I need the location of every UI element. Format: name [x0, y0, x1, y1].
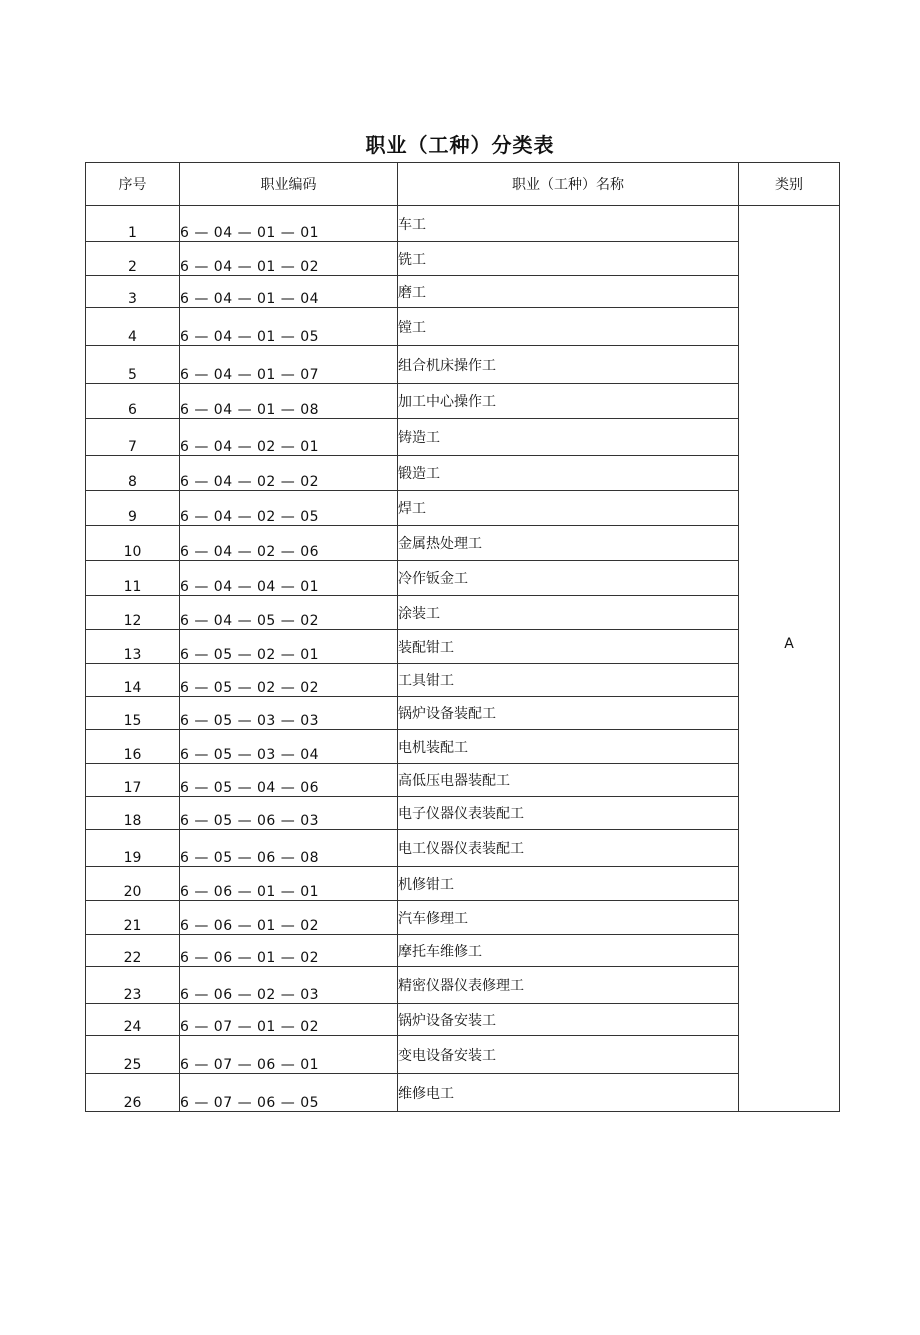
occupation-table	[85, 162, 840, 1112]
row-name: 锅炉设备安装工	[398, 1004, 739, 1036]
page-title: 职业（工种）分类表	[365, 133, 555, 157]
row-name: 金属热处理工	[398, 526, 739, 561]
row-seq: 19	[86, 830, 180, 867]
row-seq: 15	[86, 697, 180, 730]
table-row	[86, 664, 840, 697]
row-name: 变电设备安装工	[398, 1036, 739, 1074]
category-cell	[739, 206, 840, 1112]
table-row	[86, 526, 840, 561]
row-code: 6 — 07 — 06 — 05	[180, 1074, 398, 1112]
row-code: 6 — 07 — 01 — 02	[180, 1004, 398, 1036]
row-seq: 21	[86, 901, 180, 935]
table-row	[86, 935, 840, 967]
row-code: 6 — 05 — 06 — 08	[180, 830, 398, 867]
row-name: 高低压电器装配工	[398, 764, 739, 797]
row-name: 焊工	[398, 491, 739, 526]
table-body	[86, 206, 840, 1112]
row-code: 6 — 06 — 01 — 02	[180, 901, 398, 935]
row-seq: 8	[86, 456, 180, 491]
row-name: 车工	[398, 206, 739, 242]
table-row	[86, 867, 840, 901]
row-seq: 11	[86, 561, 180, 596]
row-code: 6 — 04 — 01 — 04	[180, 276, 398, 308]
row-name: 铣工	[398, 242, 739, 276]
row-code: 6 — 04 — 02 — 06	[180, 526, 398, 561]
row-seq: 2	[86, 242, 180, 276]
table-row	[86, 730, 840, 764]
category-value: A	[784, 635, 794, 652]
table-row	[86, 384, 840, 419]
row-name: 电子仪器仪表装配工	[398, 797, 739, 830]
row-name: 电机装配工	[398, 730, 739, 764]
row-name: 精密仪器仪表修理工	[398, 967, 739, 1004]
row-name: 装配钳工	[398, 630, 739, 664]
table-row	[86, 1036, 840, 1074]
row-code: 6 — 06 — 02 — 03	[180, 967, 398, 1004]
row-seq: 5	[86, 346, 180, 384]
table-row	[86, 491, 840, 526]
row-code: 6 — 04 — 04 — 01	[180, 561, 398, 596]
row-seq: 12	[86, 596, 180, 630]
table-row	[86, 764, 840, 797]
row-name: 机修钳工	[398, 867, 739, 901]
row-name: 磨工	[398, 276, 739, 308]
row-name: 涂装工	[398, 596, 739, 630]
table-row	[86, 901, 840, 935]
row-seq: 9	[86, 491, 180, 526]
row-name: 电工仪器仪表装配工	[398, 830, 739, 867]
row-seq: 7	[86, 419, 180, 456]
table-row	[86, 206, 840, 242]
row-code: 6 — 04 — 01 — 08	[180, 384, 398, 419]
table-row	[86, 596, 840, 630]
table-row	[86, 830, 840, 867]
row-code: 6 — 04 — 05 — 02	[180, 596, 398, 630]
header-category: 类别	[739, 163, 840, 206]
row-name: 锅炉设备装配工	[398, 697, 739, 730]
row-code: 6 — 04 — 01 — 01	[180, 206, 398, 242]
row-name: 铸造工	[398, 419, 739, 456]
row-code: 6 — 05 — 04 — 06	[180, 764, 398, 797]
table-row	[86, 967, 840, 1004]
table-row	[86, 797, 840, 830]
row-seq: 10	[86, 526, 180, 561]
table-row	[86, 561, 840, 596]
row-seq: 17	[86, 764, 180, 797]
row-seq: 14	[86, 664, 180, 697]
row-seq: 20	[86, 867, 180, 901]
row-name: 加工中心操作工	[398, 384, 739, 419]
row-seq: 16	[86, 730, 180, 764]
row-seq: 6	[86, 384, 180, 419]
row-seq: 25	[86, 1036, 180, 1074]
row-seq: 13	[86, 630, 180, 664]
row-seq: 1	[86, 206, 180, 242]
row-code: 6 — 05 — 02 — 02	[180, 664, 398, 697]
table-row	[86, 308, 840, 346]
table-header-row	[86, 163, 840, 206]
row-name: 工具钳工	[398, 664, 739, 697]
table-row	[86, 697, 840, 730]
row-seq: 26	[86, 1074, 180, 1112]
row-code: 6 — 04 — 02 — 05	[180, 491, 398, 526]
row-name: 锻造工	[398, 456, 739, 491]
table-row	[86, 419, 840, 456]
row-seq: 22	[86, 935, 180, 967]
row-code: 6 — 06 — 01 — 01	[180, 867, 398, 901]
row-code: 6 — 04 — 02 — 02	[180, 456, 398, 491]
row-code: 6 — 05 — 06 — 03	[180, 797, 398, 830]
row-code: 6 — 04 — 01 — 02	[180, 242, 398, 276]
row-code: 6 — 04 — 01 — 07	[180, 346, 398, 384]
row-name: 镗工	[398, 308, 739, 346]
table-row	[86, 456, 840, 491]
header-name: 职业（工种）名称	[398, 163, 739, 206]
row-code: 6 — 05 — 02 — 01	[180, 630, 398, 664]
row-code: 6 — 04 — 02 — 01	[180, 419, 398, 456]
row-name: 摩托车维修工	[398, 935, 739, 967]
row-seq: 23	[86, 967, 180, 1004]
row-code: 6 — 06 — 01 — 02	[180, 935, 398, 967]
table-row	[86, 1074, 840, 1112]
header-seq: 序号	[86, 163, 180, 206]
row-name: 组合机床操作工	[398, 346, 739, 384]
row-code: 6 — 05 — 03 — 04	[180, 730, 398, 764]
header-code: 职业编码	[180, 163, 398, 206]
row-seq: 24	[86, 1004, 180, 1036]
table-row	[86, 1004, 840, 1036]
row-name: 冷作钣金工	[398, 561, 739, 596]
table-row	[86, 630, 840, 664]
row-code: 6 — 07 — 06 — 01	[180, 1036, 398, 1074]
row-name: 汽车修理工	[398, 901, 739, 935]
row-seq: 18	[86, 797, 180, 830]
row-seq: 3	[86, 276, 180, 308]
table-row	[86, 242, 840, 276]
row-code: 6 — 05 — 03 — 03	[180, 697, 398, 730]
row-code: 6 — 04 — 01 — 05	[180, 308, 398, 346]
table-row	[86, 276, 840, 308]
row-name: 维修电工	[398, 1074, 739, 1112]
table-row	[86, 346, 840, 384]
row-seq: 4	[86, 308, 180, 346]
